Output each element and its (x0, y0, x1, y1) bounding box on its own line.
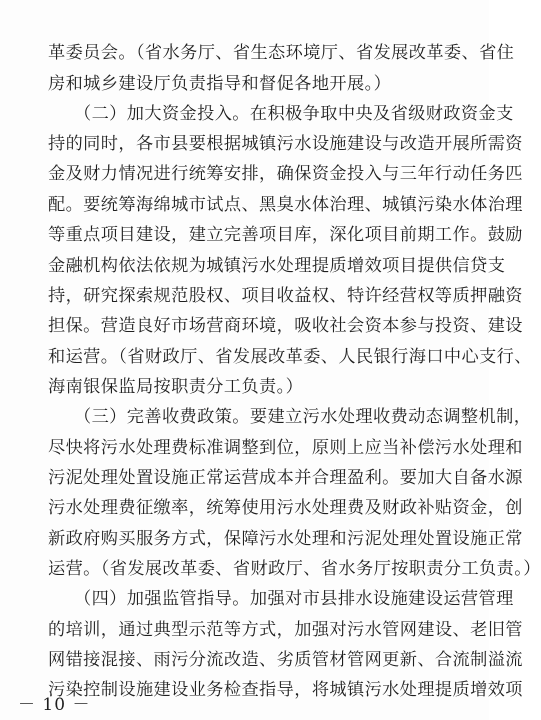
section-4-heading-line: （四）加强监管指导。加强对市县排水设施建设运营管理 (74, 589, 514, 609)
text-line-20: 的培训，通过典型示范等方式，加强对污水管网建设、老旧管 (48, 620, 523, 640)
text-line-6: 配。要统筹海绵城市试点、黑臭水体治理、城镇污染水体治理 (48, 195, 523, 215)
text-line-1: 革委员会。（省水务厅、省生态环境厅、省发展改革委、省住 (48, 43, 515, 63)
text-line-9: 持，研究探索规范股权、项目收益权、特许经营权等质押融资 (48, 286, 523, 306)
section-2-heading-line: （二）加大资金投入。在积极争取中央及省级财政资金支 (74, 104, 514, 124)
text-line-21: 网错接混接、雨污分流改造、劣质管材管网更新、合流制溢流 (48, 650, 523, 670)
text-line-18: 运营。（省发展改革委、省财政厅、省水务厅按职责分工负责。） (48, 559, 541, 579)
text-line-17: 新政府购买服务方式，保障污水处理和污泥处理处置设施正常 (48, 529, 523, 549)
text-line-11: 和运营。（省财政厅、省发展改革委、人民银行海口中心支行、 (48, 347, 532, 367)
text-line-14: 尽快将污水处理费标准调整到位，原则上应当补偿污水处理和 (48, 438, 523, 458)
text-line-16: 污水处理费征缴率，统筹使用污水处理费及财政补贴资金，创 (48, 498, 523, 518)
text-line-22: 污染控制设施建设业务检查指导，将城镇污水处理提质增效项 (48, 680, 523, 700)
text-line-4: 持的同时，各市县要根据城镇污水设施建设与改造开展所需资 (48, 134, 523, 154)
text-line-5: 金及财力情况进行统筹安排，确保资金投入与三年行动任务匹 (48, 164, 523, 184)
text-line-10: 担保。营造良好市场营商环境，吸收社会资本参与投资、建设 (48, 316, 523, 336)
section-3-heading-line: （三）完善收费政策。要建立污水处理收费动态调整机制， (74, 407, 532, 427)
text-line-12: 海南银保监局按职责分工负责。） (48, 377, 304, 397)
text-line-7: 等重点项目建设，建立完善项目库，深化项目前期工作。鼓励 (48, 225, 523, 245)
page-number: － 10 － (18, 695, 91, 715)
text-line-15: 污泥处理处置设施正常运营成本并合理盈利。要加大自备水源 (48, 468, 523, 488)
text-line-2: 房和城乡建设厅负责指导和督促各地开展。） (48, 74, 392, 94)
text-line-8: 金融机构依法依规为城镇污水处理提质增效项目提供信贷支 (48, 256, 506, 276)
